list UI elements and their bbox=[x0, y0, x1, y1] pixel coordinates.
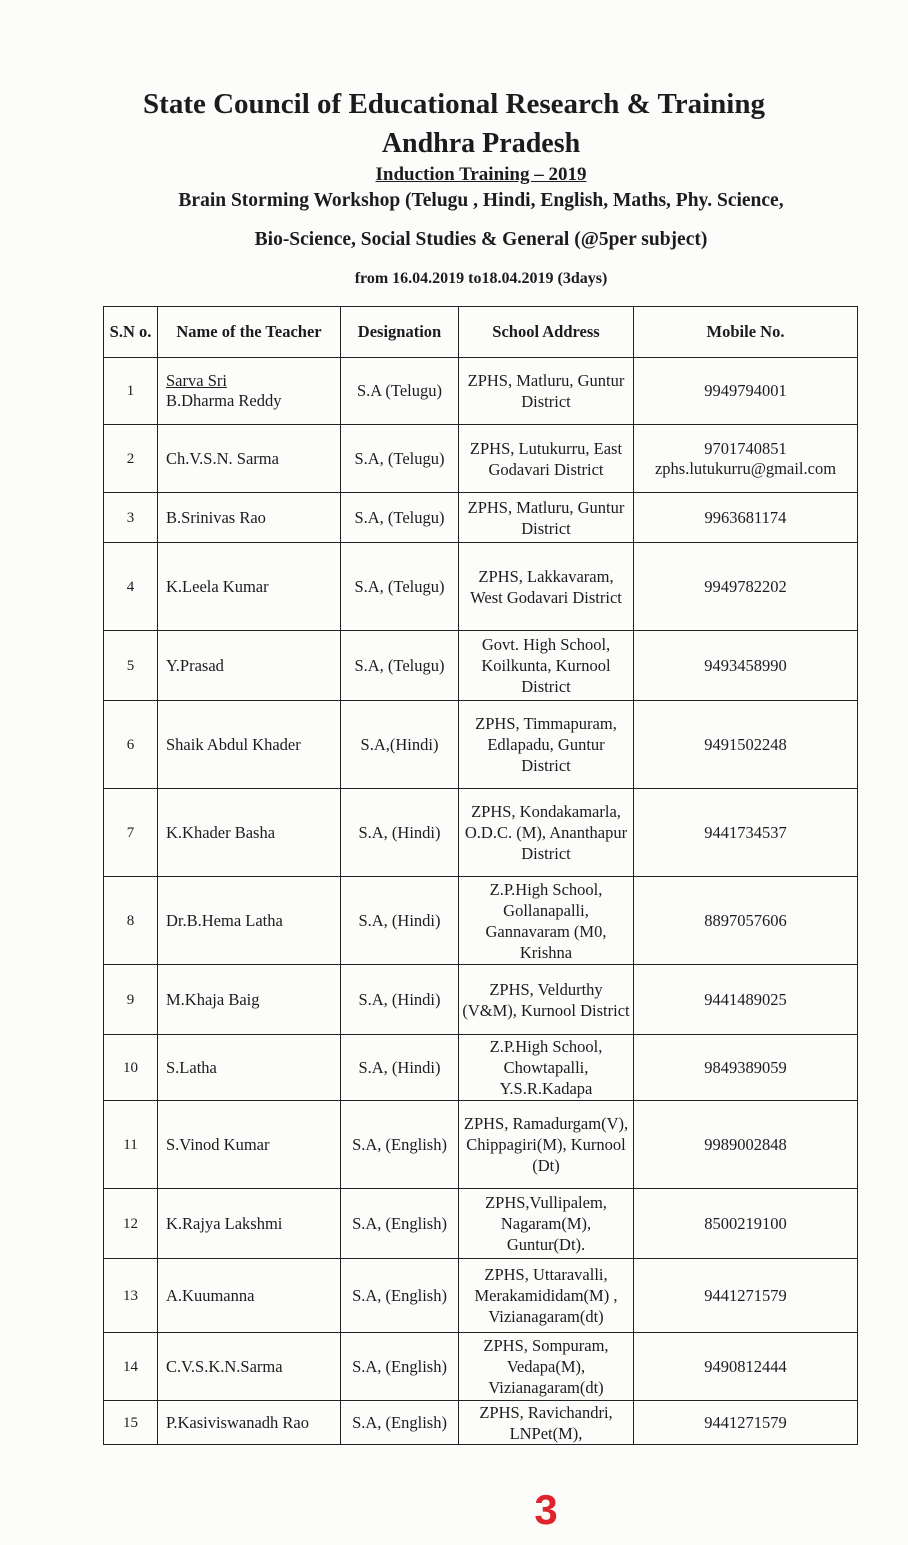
cell-name bbox=[158, 1333, 341, 1401]
cell-mobile bbox=[634, 358, 858, 425]
cell-mobile bbox=[634, 965, 858, 1035]
cell-name bbox=[158, 1101, 341, 1189]
cell-mobile bbox=[634, 425, 858, 493]
teacher-name: B.Srinivas Rao bbox=[166, 507, 266, 527]
cell-name bbox=[158, 493, 341, 543]
name-prefix: Sarva Sri bbox=[166, 371, 227, 390]
cell-designation: S.A, (Telugu) bbox=[341, 493, 459, 543]
teacher-name: Dr.B.Hema Latha bbox=[166, 910, 283, 930]
cell-designation: S.A, (English) bbox=[341, 1259, 459, 1333]
header-name: Name of the Teacher bbox=[158, 307, 341, 358]
cell-address: ZPHS, Matluru, Guntur District bbox=[459, 493, 634, 543]
mobile-number: 9963681174 bbox=[704, 507, 787, 527]
teacher-name: Shaik Abdul Khader bbox=[166, 734, 301, 754]
cell-designation: S.A, (Hindi) bbox=[341, 965, 459, 1035]
doc-subjects-line: Bio-Science, Social Studies & General (@5per subject) bbox=[254, 229, 708, 250]
doc-subtitle-state: Andhra Pradesh bbox=[381, 128, 581, 159]
doc-workshop-line: Brain Storming Workshop (Telugu , Hindi, English, Maths, Phy. Science, bbox=[178, 190, 784, 211]
header-sno: S.N o. bbox=[104, 307, 158, 358]
cell-address: Govt. High School, Koilkunta, Kurnool District bbox=[459, 631, 634, 701]
cell-designation: S.A, (Hindi) bbox=[341, 877, 459, 965]
teacher-name: S.Vinod Kumar bbox=[166, 1134, 270, 1154]
table-row bbox=[104, 1333, 858, 1401]
mobile-number: 9989002848 bbox=[704, 1134, 787, 1154]
cell-sno: 14 bbox=[104, 1333, 158, 1401]
table-row bbox=[104, 965, 858, 1035]
cell-name bbox=[158, 1401, 341, 1445]
cell-sno: 9 bbox=[104, 965, 158, 1035]
table-row bbox=[104, 631, 858, 701]
cell-mobile bbox=[634, 877, 858, 965]
table-row bbox=[104, 543, 858, 631]
cell-address: ZPHS, Sompuram, Vedapa(M), Vizianagaram(dt) bbox=[459, 1333, 634, 1401]
cell-sno: 10 bbox=[104, 1035, 158, 1101]
cell-sno: 15 bbox=[104, 1401, 158, 1445]
doc-title: State Council of Educational Research & Training bbox=[143, 88, 765, 120]
cell-designation: S.A, (English) bbox=[341, 1401, 459, 1445]
cell-mobile bbox=[634, 1259, 858, 1333]
cell-address: ZPHS, Matluru, Guntur District bbox=[459, 358, 634, 425]
cell-name bbox=[158, 543, 341, 631]
cell-designation: S.A, (Telugu) bbox=[341, 425, 459, 493]
table-row bbox=[104, 1189, 858, 1259]
table-row bbox=[104, 1101, 858, 1189]
table-header-row bbox=[104, 307, 858, 358]
cell-name bbox=[158, 1259, 341, 1333]
table-row bbox=[104, 358, 858, 425]
cell-sno: 5 bbox=[104, 631, 158, 701]
table-row bbox=[104, 701, 858, 789]
cell-name bbox=[158, 789, 341, 877]
header-mobile: Mobile No. bbox=[634, 307, 858, 358]
mobile-number: 9493458990 bbox=[704, 655, 787, 675]
cell-address: ZPHS, Veldurthy (V&M), Kurnool District bbox=[459, 965, 634, 1035]
teacher-name: A.Kuumanna bbox=[166, 1285, 255, 1305]
teacher-name: M.Khaja Baig bbox=[166, 989, 260, 1009]
cell-designation: S.A,(Hindi) bbox=[341, 701, 459, 789]
cell-address: Z.P.High School, Gollanapalli, Gannavaram (M0, Krishna bbox=[459, 877, 634, 965]
teacher-name: Ch.V.S.N. Sarma bbox=[166, 448, 279, 468]
cell-designation: S.A, (Telugu) bbox=[341, 631, 459, 701]
table-row bbox=[104, 1259, 858, 1333]
cell-address: ZPHS, Timmapuram, Edlapadu, Guntur District bbox=[459, 701, 634, 789]
table-row bbox=[104, 1035, 858, 1101]
teacher-name: S.Latha bbox=[166, 1057, 217, 1077]
cell-designation: S.A, (Hindi) bbox=[341, 789, 459, 877]
mobile-number: 8500219100 bbox=[704, 1213, 787, 1233]
table-row bbox=[104, 1401, 858, 1445]
mobile-number: 9490812444 bbox=[704, 1356, 787, 1376]
cell-sno: 11 bbox=[104, 1101, 158, 1189]
cell-sno: 8 bbox=[104, 877, 158, 965]
teacher-name: C.V.S.K.N.Sarma bbox=[166, 1356, 283, 1376]
cell-mobile bbox=[634, 1035, 858, 1101]
cell-mobile bbox=[634, 701, 858, 789]
cell-mobile bbox=[634, 789, 858, 877]
teacher-name: K.Khader Basha bbox=[166, 822, 276, 842]
cell-designation: S.A, (English) bbox=[341, 1333, 459, 1401]
cell-designation: S.A, (Hindi) bbox=[341, 1035, 459, 1101]
cell-sno: 1 bbox=[104, 358, 158, 425]
table-row bbox=[104, 425, 858, 493]
teacher-name: K.Leela Kumar bbox=[166, 576, 269, 596]
teachers-table bbox=[103, 306, 858, 1445]
cell-mobile bbox=[634, 493, 858, 543]
table-row bbox=[104, 493, 858, 543]
teacher-name: K.Rajya Lakshmi bbox=[166, 1213, 283, 1233]
header-designation: Designation bbox=[341, 307, 459, 358]
cell-address: ZPHS, Kondakamarla, O.D.C. (M), Ananthapur District bbox=[459, 789, 634, 877]
cell-address: Z.P.High School, Chowtapalli, Y.S.R.Kadapa bbox=[459, 1035, 634, 1101]
cell-mobile bbox=[634, 631, 858, 701]
teacher-name: B.Dharma Reddy bbox=[166, 391, 282, 410]
cell-sno: 6 bbox=[104, 701, 158, 789]
cell-sno: 4 bbox=[104, 543, 158, 631]
cell-name bbox=[158, 877, 341, 965]
cell-mobile bbox=[634, 543, 858, 631]
mobile-number: 8897057606 bbox=[704, 910, 787, 930]
cell-sno: 13 bbox=[104, 1259, 158, 1333]
doc-training-title: Induction Training – 2019 bbox=[375, 164, 587, 185]
cell-name bbox=[158, 701, 341, 789]
cell-mobile bbox=[634, 1401, 858, 1445]
mobile-number: 9491502248 bbox=[704, 734, 787, 754]
doc-date-range: from 16.04.2019 to18.04.2019 (3days) bbox=[354, 270, 608, 287]
teacher-name: Y.Prasad bbox=[166, 655, 224, 675]
email-address: zphs.lutukurru@gmail.com bbox=[654, 458, 837, 478]
cell-designation: S.A, (English) bbox=[341, 1101, 459, 1189]
cell-address: ZPHS, Uttaravalli, Merakamididam(M) , Vizianagaram(dt) bbox=[459, 1259, 634, 1333]
table-row bbox=[104, 877, 858, 965]
mobile-number: 9849389059 bbox=[704, 1057, 787, 1077]
mobile-number: 9441271579 bbox=[704, 1412, 787, 1432]
mobile-number: 9441271579 bbox=[704, 1285, 787, 1305]
cell-name bbox=[158, 1189, 341, 1259]
cell-mobile bbox=[634, 1189, 858, 1259]
cell-name bbox=[158, 358, 341, 425]
cell-address: ZPHS, Lakkavaram, West Godavari District bbox=[459, 543, 634, 631]
cell-address: ZPHS,Vullipalem, Nagaram(M), Guntur(Dt). bbox=[459, 1189, 634, 1259]
page-number: 3 bbox=[534, 1486, 558, 1533]
cell-sno: 12 bbox=[104, 1189, 158, 1259]
cell-mobile bbox=[634, 1101, 858, 1189]
cell-sno: 7 bbox=[104, 789, 158, 877]
cell-name bbox=[158, 965, 341, 1035]
cell-sno: 2 bbox=[104, 425, 158, 493]
cell-mobile bbox=[634, 1333, 858, 1401]
table-row bbox=[104, 789, 858, 877]
mobile-number: 9441734537 bbox=[704, 822, 787, 842]
cell-name bbox=[158, 631, 341, 701]
header-address: School Address bbox=[459, 307, 634, 358]
mobile-number: 9949794001 bbox=[704, 381, 787, 400]
cell-address: ZPHS, Ramadurgam(V), Chippagiri(M), Kurnool (Dt) bbox=[459, 1101, 634, 1189]
cell-designation: S.A, (Telugu) bbox=[341, 543, 459, 631]
mobile-number: 9441489025 bbox=[704, 989, 787, 1009]
cell-name bbox=[158, 1035, 341, 1101]
mobile-number: 9701740851 bbox=[704, 438, 787, 458]
cell-address: ZPHS, Lutukurru, East Godavari District bbox=[459, 425, 634, 493]
cell-address: ZPHS, Ravichandri, LNPet(M), bbox=[459, 1401, 634, 1445]
cell-designation: S.A, (English) bbox=[341, 1189, 459, 1259]
teacher-name: P.Kasiviswanadh Rao bbox=[166, 1412, 309, 1432]
cell-sno: 3 bbox=[104, 493, 158, 543]
cell-designation: S.A (Telugu) bbox=[341, 358, 459, 425]
cell-name bbox=[158, 425, 341, 493]
mobile-number: 9949782202 bbox=[704, 576, 787, 596]
